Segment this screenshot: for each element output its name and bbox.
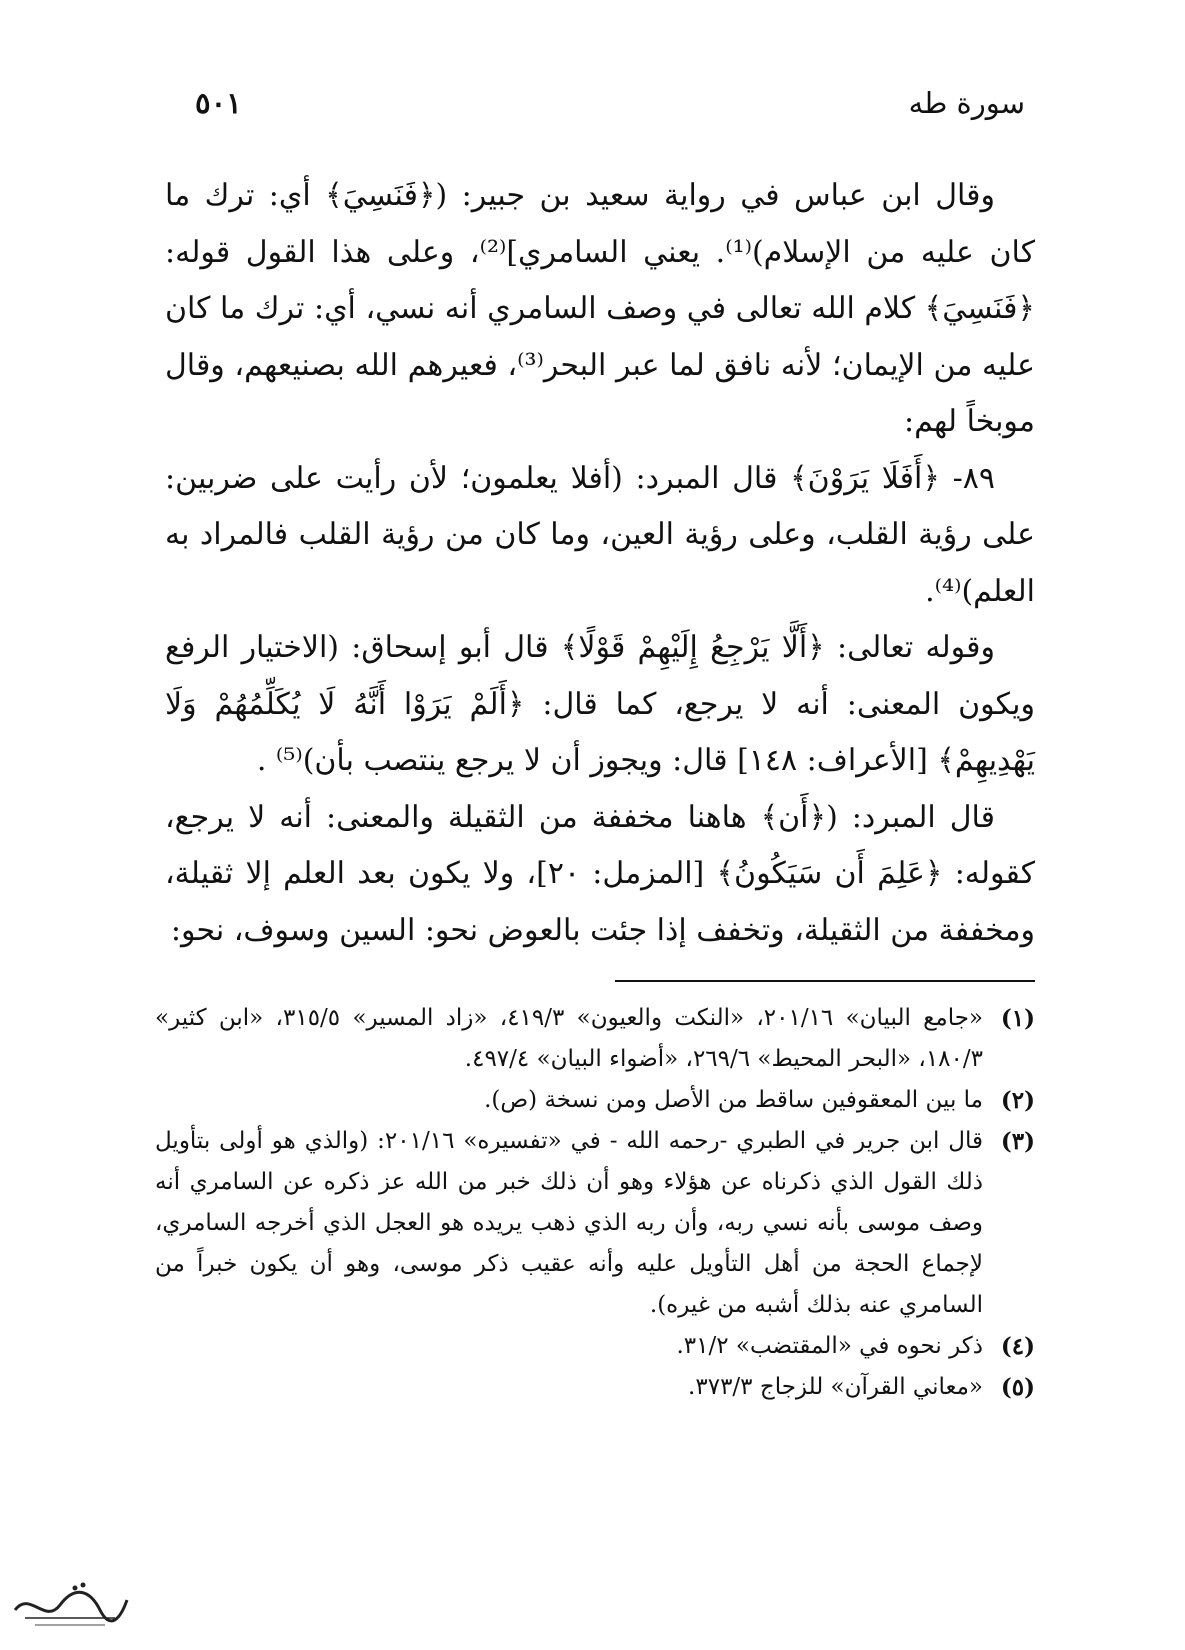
- paragraph-1: وقال ابن عباس في رواية سعيد بن جبير: (﴿فَنَسِيَ﴾ أي: ترك ما كان عليه من الإسلام)⁽¹⁾. يعني السامري]⁽²⁾، وعلى هذا القول قوله: ﴿فَنَسِيَ﴾ كلام الله تعالى في وصف السامري أنه نسي، أي: ترك ما كان عليه من الإيمان؛ لأنه نافق لما عبر البحر⁽³⁾، فعيرهم الله بصنيعهم، وقال موبخاً لهم:: [165, 178, 1036, 439]
- paragraph-4: قال المبرد: (﴿أَن﴾ هاهنا مخففة من الثقيلة والمعنى: أنه لا يرجع، كقوله: ﴿عَلِمَ أَن سَيَكُونُ﴾ [المزمل: ٢٠]، ولا يكون بعد العلم إلا ثقيلة، ومخففة من الثقيلة، وتخفف إذا جئت بالعوض نحو: السين وسوف، نحو:: [165, 799, 1035, 948]
- footnote-1: [155, 998, 1035, 1080]
- footnote-number: (٣): [1000, 1128, 1035, 1155]
- footnote-text: «جامع البيان» ٢٠١/١٦، «النكت والعيون» ٤١٩/٣، «زاد المسير» ٣١٥/٥، «ابن كثير» ١٨٠/٣، «البحر المحيط» ٢٦٩/٦، «أضواء البيان» ٤٩٧/٤.: [155, 1005, 983, 1072]
- footnote-number: (٥): [1000, 1374, 1035, 1401]
- footnote-text: قال ابن جرير في الطبري -رحمه الله - في «تفسيره» ٢٠١/١٦: (والذي هو أولى بتأويل ذلك القول الذي ذكرناه عن هؤلاء وهو أن ذلك خبر من الله عز ذكره عن السامري أنه وصف موسى بأنه نسي ربه، وأن ربه الذي ذهب يريده هو العجل الذي أخرجه السامري، لإجماع الحجة من أهل التأويل عليه وأنه عقيب ذكر موسى، وهو أن يكون خبراً من السامري عنه بذلك أشبه من غيره).: [155, 1128, 983, 1318]
- paragraph-3: وقوله تعالى: ﴿أَلَّا يَرْجِعُ إِلَيْهِمْ قَوْلًا﴾ قال أبو إسحاق: (الاختيار الرفع ويكون المعنى: أنه لا يرجع، كما قال: ﴿أَلَمْ يَرَوْا أَنَّهُ لَا يُكَلِّمُهُمْ وَلَا يَهْدِيهِمْ﴾ [الأعراف: ١٤٨] قال: ويجوز أن لا يرجع ينتصب بأن)⁽⁵⁾ .: [165, 630, 1035, 778]
- paragraph-2-verse-89: ٨٩- ﴿أَفَلَا يَرَوْنَ﴾ قال المبرد: (أفلا يعلمون؛ لأن رأيت على ضربين: على رؤية القلب، وعلى رؤية العين، وما كان من رؤية القلب فالمراد به العلم)⁽⁴⁾.: [165, 460, 1035, 609]
- page-number: ٥٠١: [195, 86, 242, 120]
- footnote-number: (٢): [1000, 1087, 1035, 1114]
- footnote-text: «معاني القرآن» للزجاج ٣٧٣/٣.: [688, 1374, 983, 1400]
- footnote-number: (١): [1000, 1005, 1035, 1032]
- footnote-separator: [615, 980, 1035, 982]
- footnote-3: [155, 1121, 1035, 1326]
- footnote-text: ذكر نحوه في «المقتضب» ٣١/٢.: [676, 1333, 983, 1359]
- footnotes: [155, 998, 1035, 1408]
- watermark-logo: [5, 1570, 135, 1635]
- footnote-5: [155, 1367, 1035, 1408]
- footnote-number: (٤): [1000, 1333, 1035, 1360]
- footnote-text: ما بين المعقوفين ساقط من الأصل ومن نسخة (ص).: [484, 1087, 983, 1113]
- footnote-2: [155, 1080, 1035, 1121]
- main-text: [165, 168, 1035, 959]
- footnote-4: [155, 1326, 1035, 1367]
- running-header: [195, 86, 1025, 126]
- surah-title: سورة طه: [908, 86, 1025, 120]
